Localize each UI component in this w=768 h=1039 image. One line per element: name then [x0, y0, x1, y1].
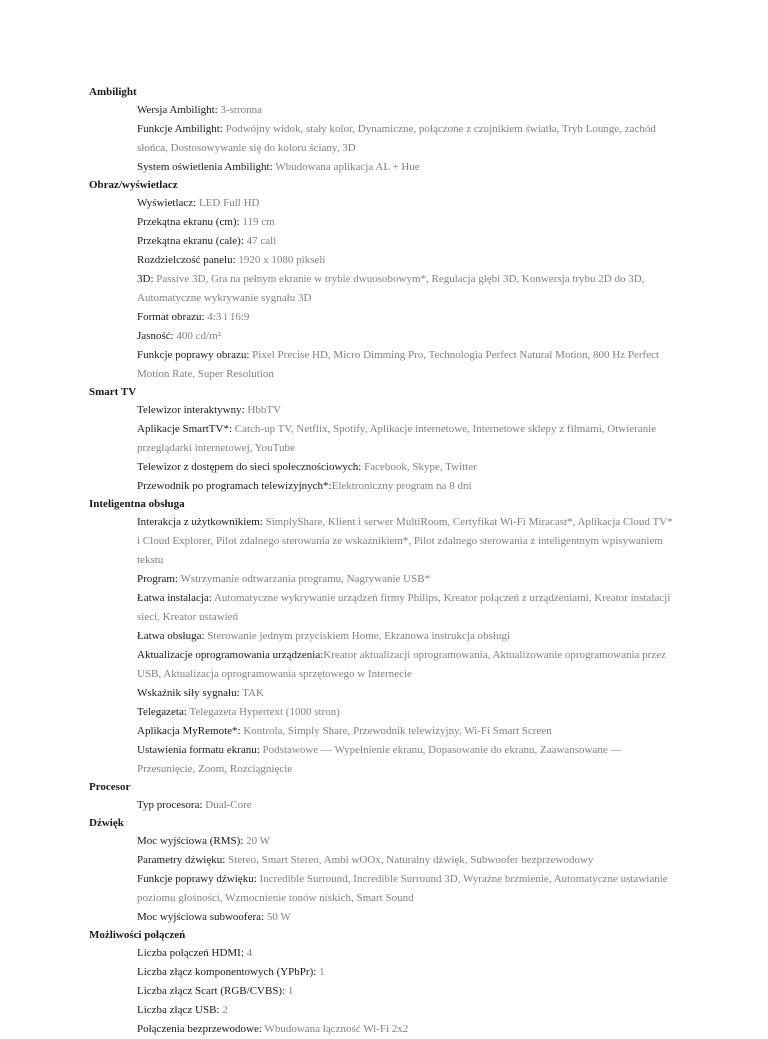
spec-value: Sterowanie jednym przyciskiem Home, Ekranowa instrukcja obsługi — [207, 630, 510, 642]
spec-value: Facebook, Skype, Twitter — [364, 461, 477, 473]
spec-label: Przekątna ekranu (cm): — [137, 216, 243, 228]
spec-label: Łatwa instalacja: — [137, 592, 214, 604]
spec-value: 1920 x 1080 pikseli — [238, 254, 326, 266]
spec-label: Format obrazu: — [137, 311, 208, 323]
spec-item — [0, 251, 675, 270]
spec-item — [0, 982, 675, 1001]
section-title: Inteligentna obsługa — [89, 498, 185, 510]
spec-item — [0, 832, 675, 851]
spec-label: Liczba złącz USB: — [137, 1004, 223, 1016]
spec-label: Wyświetlacz: — [137, 197, 199, 209]
spec-value: Elektroniczny program na 8 dni — [331, 480, 472, 492]
spec-label: Funkcje Ambilight: — [137, 123, 226, 135]
spec-label: Aktualizacje oprogramowania urządzenia: — [137, 649, 324, 661]
spec-label: Liczba złącz Scart (RGB/CVBS): — [137, 985, 288, 997]
spec-value: Pixel Precise HD, Micro Dimming Pro, Technologia Perfect Natural Motion, 800 Hz Perfect Motion Rate, Super Resolution — [137, 349, 660, 380]
spec-item — [0, 870, 675, 908]
spec-item — [0, 741, 675, 779]
spec-item — [0, 646, 675, 684]
spec-label: Liczba złącz komponentowych (YPbPr): — [137, 966, 320, 978]
spec-value: Kreator aktualizacji oprogramowania, Aktualizowanie oprogramowania przez USB, Aktualizacja oprogramowania sprzętowego w Internecie — [137, 649, 666, 680]
spec-label: System oświetlenia Ambilight: — [137, 161, 276, 173]
spec-item — [0, 796, 675, 815]
spec-item — [0, 570, 675, 589]
spec-label: Aplikacje SmartTV*: — [137, 423, 235, 435]
spec-item — [0, 101, 675, 120]
spec-value: Catch-up TV, Netflix, Spotify, Aplikacje internetowe, Internetowe sklepy z filmami, Otwieranie przeglądarki internetowej, YouTube — [137, 423, 657, 454]
spec-label: Parametry dźwięku: — [137, 854, 229, 866]
spec-item — [0, 270, 675, 308]
spec-value: Podwójny widok, stały kolor, Dynamiczne, połączone z czujnikiem światła, Tryb Lounge, zachód słońca, Dostosowywanie się do koloru ściany, 3D — [137, 123, 656, 154]
spec-section — [0, 84, 768, 177]
spec-label: Aplikacja MyRemote*: — [137, 725, 244, 737]
spec-item — [0, 458, 675, 477]
spec-item — [0, 722, 675, 741]
spec-item — [0, 684, 675, 703]
spec-label: Wskaźnik siły sygnału: — [137, 687, 243, 699]
spec-value: Kontrola, Simply Share, Przewodnik telewizyjny, Wi-Fi Smart Screen — [243, 725, 552, 737]
spec-value: Incredible Surround, Incredible Surround 3D, Wyraźne brzmienie, Automatyczne ustawianie poziomu głośności, Wzmocnienie tonów niskich, Smart Sound — [137, 873, 668, 904]
spec-section — [0, 815, 768, 927]
spec-section — [0, 384, 768, 496]
spec-item — [0, 1020, 675, 1039]
spec-label: Połączenia bezprzewodowe: — [137, 1023, 265, 1035]
spec-item — [0, 327, 675, 346]
spec-section — [0, 779, 768, 815]
spec-item — [0, 513, 675, 570]
spec-item — [0, 158, 675, 177]
spec-value: Wbudowana aplikacja AL + Hue — [275, 161, 420, 173]
spec-item — [0, 308, 675, 327]
spec-item — [0, 627, 675, 646]
spec-item — [0, 401, 675, 420]
spec-item — [0, 477, 675, 496]
spec-item — [0, 851, 675, 870]
spec-document — [0, 84, 768, 1039]
spec-value: 4:3 i 16:9 — [207, 311, 250, 323]
spec-label: Telewizor z dostępem do sieci społecznościowych: — [137, 461, 365, 473]
section-title: Smart TV — [89, 386, 137, 398]
spec-label: Typ procesora: — [137, 799, 206, 811]
spec-value: Dual-Core — [205, 799, 252, 811]
spec-label: Program: — [137, 573, 181, 585]
spec-value: 1 — [287, 985, 294, 997]
spec-value: Telegazeta Hypertext (1000 stron) — [189, 706, 340, 718]
spec-value: Stereo, Smart Stereo, Ambi wOOx, Naturalny dźwięk, Subwoofer bezprzewodowy — [228, 854, 594, 866]
spec-label: Jasność: — [137, 330, 177, 342]
spec-item — [0, 703, 675, 722]
spec-item — [0, 346, 675, 384]
spec-item — [0, 420, 675, 458]
spec-item — [0, 944, 675, 963]
spec-label: Przewodnik po programach telewizyjnych*: — [137, 480, 332, 492]
spec-item — [0, 908, 675, 927]
section-title: Możliwości połączeń — [89, 929, 186, 941]
spec-label: Telegazeta: — [137, 706, 190, 718]
spec-label: Łatwa obsługa: — [137, 630, 208, 642]
spec-value: 50 W — [266, 911, 291, 923]
spec-label: Ustawienia formatu ekranu: — [137, 744, 263, 756]
spec-value: 47 cali — [246, 235, 277, 247]
section-title: Ambilight — [89, 86, 137, 98]
spec-label: Interakcja z użytkownikiem: — [137, 516, 266, 528]
spec-label: Przekątna ekranu (cale): — [137, 235, 247, 247]
section-title: Dźwięk — [89, 817, 124, 829]
spec-value: HbbTV — [247, 404, 282, 416]
spec-label: Wersja Ambilight: — [137, 104, 221, 116]
spec-item — [0, 1001, 675, 1020]
spec-value: Wstrzymanie odtwarzania programu, Nagrywanie USB* — [180, 573, 431, 585]
spec-value: Wbudowana łączność Wi-Fi 2x2 — [264, 1023, 409, 1035]
spec-label: Moc wyjściowa (RMS): — [137, 835, 247, 847]
spec-section — [0, 927, 768, 1039]
spec-label: Liczba połączeń HDMI: — [137, 947, 247, 959]
spec-label: Funkcje poprawy obrazu: — [137, 349, 253, 361]
spec-label: Moc wyjściowa subwoofera: — [137, 911, 267, 923]
spec-value: 20 W — [246, 835, 271, 847]
spec-value: SimplyShare, Klient i serwer MultiRoom, Certyfikat Wi-Fi Miracast*, Aplikacja Cloud TV* i Cloud Explorer, Pilot zdalnego sterowania ze wskaźnikiem*, Pilot zdalnego sterowania z inteligentnym wpisywaniem tekstu — [137, 516, 673, 566]
spec-value: 4 — [246, 947, 253, 959]
spec-value: Automatyczne wykrywanie urządzeń firmy Philips, Kreator połączeń z urządzeniami, Kreator instalacji sieci, Kreator ustawień — [137, 592, 671, 623]
spec-value: LED Full HD — [198, 197, 260, 209]
spec-value: Podstawowe — Wypełnienie ekranu, Dopasowanie do ekranu, Zaawansowane — Przesunięcie, Zoom, Rozciągnięcie — [137, 744, 622, 775]
spec-value: 3-stronna — [220, 104, 262, 116]
spec-item — [0, 232, 675, 251]
spec-value: Passive 3D, Gra na pełnym ekranie w trybie dwuosobowym*, Regulacja głębi 3D, Konwersja trybu 2D do 3D, Automatyczne wykrywanie sygnału 3D — [137, 273, 645, 304]
spec-item — [0, 963, 675, 982]
section-title: Procesor — [89, 781, 131, 793]
spec-item — [0, 213, 675, 232]
spec-item — [0, 120, 675, 158]
spec-item — [0, 194, 675, 213]
spec-section — [0, 177, 768, 384]
spec-section — [0, 496, 768, 779]
spec-value: 400 cd/m² — [176, 330, 221, 342]
spec-value: 1 — [319, 966, 325, 978]
spec-label: Telewizor interaktywny: — [137, 404, 248, 416]
spec-value: 2 — [222, 1004, 228, 1016]
spec-item — [0, 589, 675, 627]
spec-label: Rozdzielczość panelu: — [137, 254, 239, 266]
section-title: Obraz/wyświetlacz — [89, 179, 178, 191]
spec-label: 3D: — [137, 273, 157, 285]
spec-label: Funkcje poprawy dźwięku: — [137, 873, 260, 885]
spec-value: TAK — [242, 687, 264, 699]
spec-value: 119 cm — [242, 216, 275, 228]
